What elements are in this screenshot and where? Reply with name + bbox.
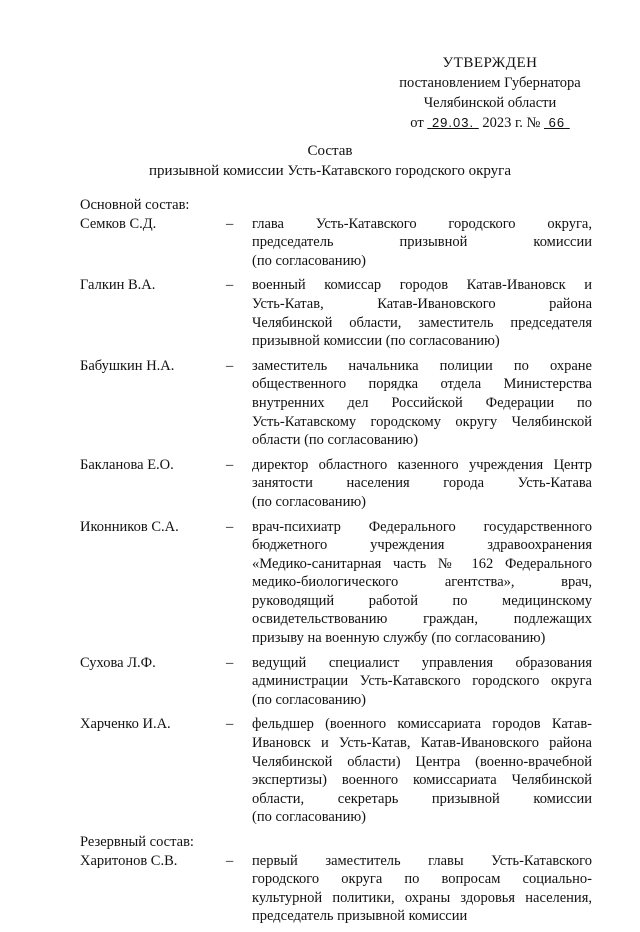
position-line: администрации Усть-Катавского городского округа xyxy=(252,673,592,690)
member-name: Семков С.Д. xyxy=(80,215,157,232)
member-entry xyxy=(80,456,592,512)
dash-separator: – xyxy=(226,654,234,671)
position-line: ведущий специалист управления образования xyxy=(252,654,592,671)
approval-line-1: постановлением Губернатора xyxy=(399,75,581,91)
member-name: Бабушкин Н.А. xyxy=(80,357,175,374)
position-line: глава Усть-Катавского городского округа, xyxy=(252,215,592,232)
member-name: Харченко И.А. xyxy=(80,716,171,733)
member-position xyxy=(252,276,592,350)
position-line: области, секретарь призывной комиссии xyxy=(252,790,592,807)
reserve-section-label: Резервный состав: xyxy=(80,834,194,850)
position-line: «Медико-санитарная часть № 162 Федерального xyxy=(252,555,592,572)
position-line: освидетельствованию граждан, подлежащих xyxy=(252,611,592,628)
member-name: Харитонов С.В. xyxy=(80,852,178,869)
position-line: занятости населения города Усть-Катава xyxy=(252,475,592,492)
position-line: Челябинской области, заместитель председателя xyxy=(252,314,592,331)
member-position xyxy=(252,456,592,512)
position-line: экспертизы) военного комиссариата Челябинской xyxy=(252,772,592,789)
position-line: председатель призывной комиссии xyxy=(252,908,468,925)
member-entry xyxy=(80,654,592,710)
position-line: (по согласованию) xyxy=(252,493,366,510)
dash-separator: – xyxy=(226,518,234,535)
position-line: Челябинской области) Центра (военно-врачебной xyxy=(252,753,592,770)
position-line: Ивановск и Усть-Катав, Катав-Ивановского района xyxy=(252,735,592,752)
reserve-members-list xyxy=(80,852,592,926)
dash-separator: – xyxy=(226,357,234,374)
member-entry xyxy=(80,715,592,827)
position-line: директор областного казенного учреждения Центр xyxy=(252,456,592,473)
member-position xyxy=(252,215,592,271)
dash-separator: – xyxy=(226,215,234,232)
main-section-label: Основной состав: xyxy=(80,197,190,213)
position-line: фельдшер (военного комиссариата городов Катав- xyxy=(252,716,592,733)
approval-line-2: Челябинской области xyxy=(423,95,557,111)
member-entry xyxy=(80,357,592,450)
position-line: городского округа по вопросам социально- xyxy=(252,871,592,888)
heading-subtitle: призывной комиссии Усть-Катавского городского округа xyxy=(149,163,511,179)
approval-date: 29.03. xyxy=(431,115,475,130)
position-line: руководящий работой по медицинскому xyxy=(252,592,592,609)
member-name: Галкин В.А. xyxy=(80,277,156,294)
date-prefix: от xyxy=(410,115,424,131)
main-members-list xyxy=(80,215,592,827)
member-position xyxy=(252,357,592,450)
position-line: председатель призывной комиссии xyxy=(252,234,592,251)
member-entry xyxy=(80,852,592,926)
approval-date-line xyxy=(380,113,600,133)
position-line: Усть-Катавскому городскому округу Челябинской xyxy=(252,413,592,430)
position-line: военный комиссар городов Катав-Ивановск и xyxy=(252,277,592,294)
position-line: призыву на военную службу (по согласованию) xyxy=(252,630,546,647)
position-line: заместитель начальника полиции по охране xyxy=(252,357,592,374)
approval-title: УТВЕРЖДЕН xyxy=(442,55,538,71)
dash-separator: – xyxy=(226,456,234,473)
member-position xyxy=(252,715,592,827)
member-name: Иконников С.А. xyxy=(80,518,179,535)
approval-year: 2023 г. № xyxy=(482,115,541,131)
position-line: бюджетного учреждения здравоохранения xyxy=(252,537,592,554)
commission-list xyxy=(80,196,592,932)
dash-separator: – xyxy=(226,277,234,294)
position-line: призывной комиссии (по согласованию) xyxy=(252,333,500,350)
position-line: врач-психиатр Федерального государственного xyxy=(252,518,592,535)
position-line: области (по согласованию) xyxy=(252,432,419,449)
member-position xyxy=(252,852,592,926)
member-position xyxy=(252,518,592,648)
heading-title: Состав xyxy=(307,143,353,159)
approval-number: 66 xyxy=(548,115,566,130)
approval-stamp xyxy=(380,53,600,133)
dash-separator: – xyxy=(226,852,234,869)
member-entry xyxy=(80,276,592,350)
dash-separator: – xyxy=(226,716,234,733)
member-name: Сухова Л.Ф. xyxy=(80,654,156,671)
member-name: Бакланова Е.О. xyxy=(80,456,174,473)
position-line: (по согласованию) xyxy=(252,691,366,708)
position-line: Усть-Катав, Катав-Ивановского района xyxy=(252,295,592,312)
position-line: первый заместитель главы Усть-Катавского xyxy=(252,852,592,869)
member-entry xyxy=(80,518,592,648)
position-line: (по согласованию) xyxy=(252,252,366,269)
member-position xyxy=(252,654,592,710)
document-heading xyxy=(0,141,640,181)
position-line: общественного порядка отдела Министерства xyxy=(252,376,592,393)
position-line: медико-биологического агентства», врач, xyxy=(252,574,592,591)
position-line: культурной политики, охраны здоровья населения, xyxy=(252,889,592,906)
member-entry xyxy=(80,215,592,271)
position-line: (по согласованию) xyxy=(252,809,366,826)
position-line: внутренних дел Российской Федерации по xyxy=(252,394,592,411)
